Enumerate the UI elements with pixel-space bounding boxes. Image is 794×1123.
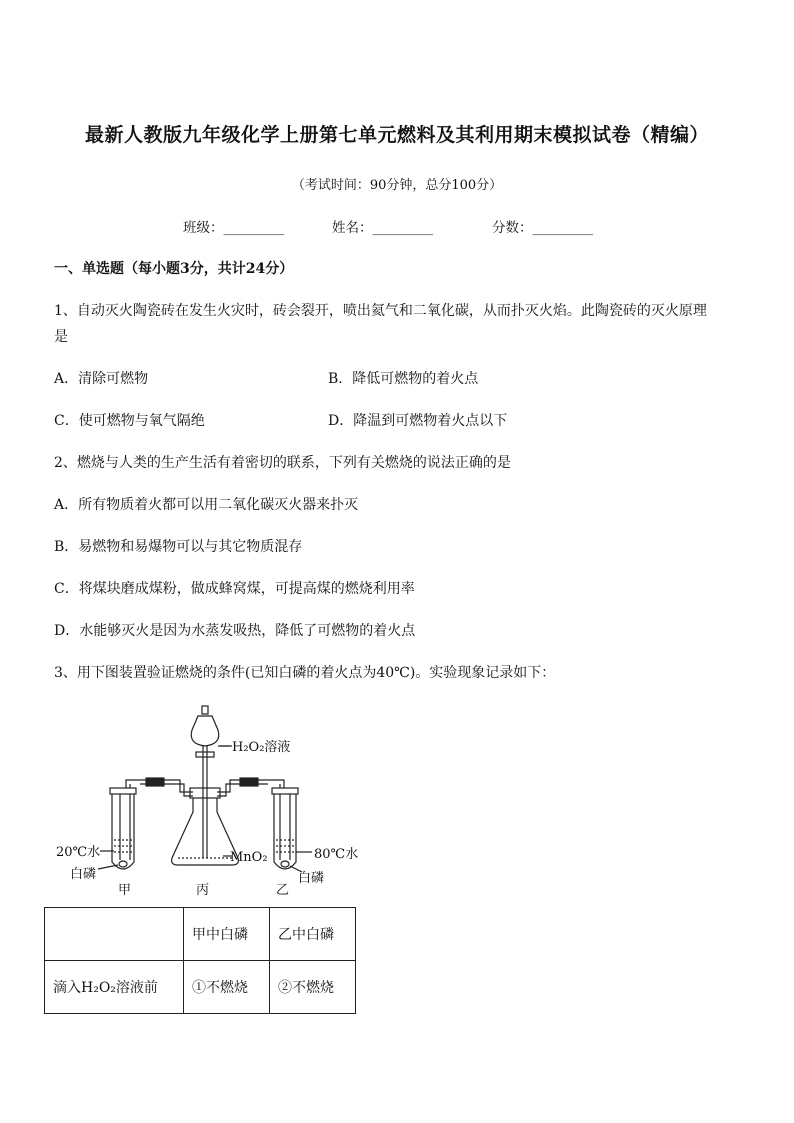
q1-option-a: A．清除可燃物	[54, 371, 149, 387]
funnel-stopper	[202, 706, 208, 714]
q1-option-c: C．使可燃物与氧气隔绝	[54, 413, 205, 429]
funnel-stopcock	[196, 752, 214, 757]
class-field: 班级：_________	[183, 220, 285, 236]
right-connector	[240, 778, 258, 786]
label-mno2: MnO₂	[230, 850, 268, 865]
q1-stem-line2: 是	[54, 329, 68, 345]
table-cell: ②不燃烧	[270, 961, 356, 1014]
label-right-water: 80℃水	[314, 847, 359, 862]
white-phosphorus-jia	[119, 861, 127, 867]
q3-stem: 3、用下图装置验证燃烧的条件(已知白磷的着火点为40℃)。实验现象记录如下：	[54, 665, 556, 681]
table-row	[45, 961, 356, 1014]
table-header-cell	[45, 908, 184, 961]
table-row	[45, 908, 356, 961]
label-left-phosphorus: 白磷	[70, 867, 97, 882]
flask-stopper	[190, 788, 220, 798]
q1-option-b: B．降低可燃物的着火点	[328, 371, 479, 387]
q2-option-b: B．易燃物和易爆物可以与其它物质混存	[54, 539, 303, 555]
apparatus-diagram	[40, 700, 360, 900]
table-header-cell: 甲中白磷	[184, 908, 270, 961]
conical-flask	[172, 798, 239, 865]
label-h2o2: H₂O₂溶液	[232, 740, 291, 755]
name-field: 姓名：_________	[332, 220, 434, 236]
label-bing: 丙	[196, 883, 210, 898]
test-tube-jia	[112, 790, 134, 869]
page-title: 最新人教版九年级化学上册第七单元燃料及其利用期末模拟试卷（精编）	[84, 124, 709, 146]
white-phosphorus-yi	[281, 861, 289, 867]
section-heading: 一、单选题（每小题3分，共计24分）	[54, 261, 294, 277]
experiment-table	[44, 907, 356, 1014]
q2-option-d: D．水能够灭火是因为水蒸发吸热，降低了可燃物的着火点	[54, 623, 416, 639]
q2-option-a: A．所有物质着火都可以用二氧化碳灭火器来扑灭	[54, 497, 359, 513]
score-field: 分数：_________	[492, 220, 594, 236]
left-connector	[146, 778, 164, 786]
table-header-cell: 乙中白磷	[270, 908, 356, 961]
q2-stem: 2、燃烧与人类的生产生活有着密切的联系，下列有关燃烧的说法正确的是	[54, 455, 511, 471]
label-yi: 乙	[276, 883, 290, 898]
q2-option-c: C．将煤块磨成煤粉，做成蜂窝煤，可提高煤的燃烧利用率	[54, 581, 415, 597]
q1-stem-line1: 1、自动灭火陶瓷砖在发生火灾时，砖会裂开，喷出氦气和二氧化碳，从而扑灭火焰。此陶瓷砖的灭火原理	[54, 303, 707, 319]
label-jia: 甲	[118, 883, 132, 898]
exam-subtitle: （考试时间：90分钟，总分100分）	[291, 178, 503, 193]
test-tube-yi	[274, 790, 296, 869]
label-left-water: 20℃水	[56, 845, 101, 860]
q1-option-d: D．降温到可燃物着火点以下	[328, 413, 508, 429]
label-right-phosphorus: 白磷	[298, 871, 325, 886]
funnel-bulb	[191, 716, 219, 746]
table-cell: ①不燃烧	[184, 961, 270, 1014]
table-cell: 滴入H₂O₂溶液前	[45, 961, 184, 1014]
